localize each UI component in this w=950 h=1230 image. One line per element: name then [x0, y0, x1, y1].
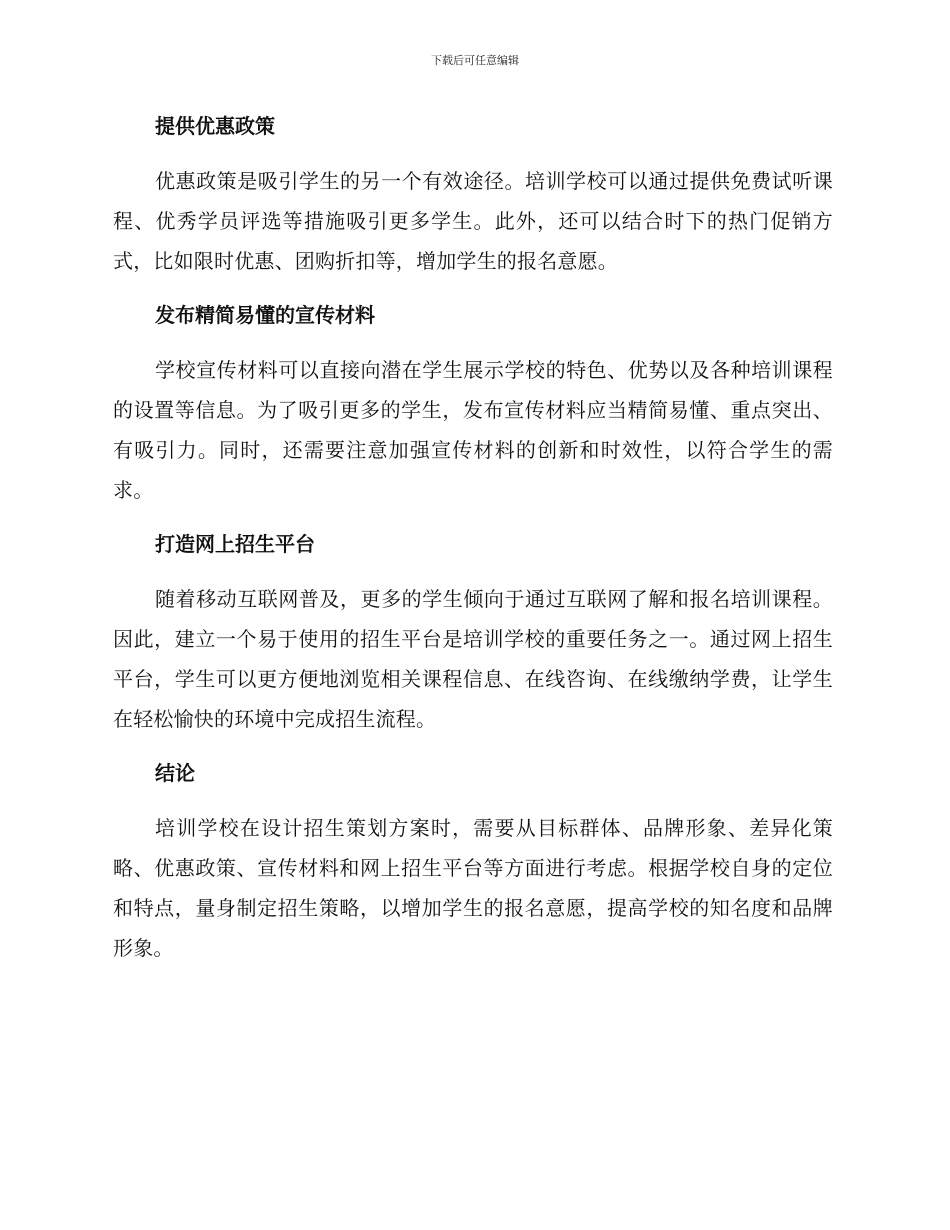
section-preferential-policy — [113, 106, 833, 281]
section-heading: 打造网上招生平台 — [155, 532, 315, 556]
section-heading: 结论 — [155, 761, 195, 785]
page-header: 下载后可任意编辑 — [431, 54, 519, 67]
section-paragraph: 优惠政策是吸引学生的另一个有效途径。培训学校可以通过提供免费试听课程、优秀学员评选等措施吸引更多学生。此外，还可以结合时下的热门促销方式，比如限时优惠、团购折扣等，增加学生的报名意愿。 — [113, 169, 833, 273]
section-heading: 发布精简易懂的宣传材料 — [155, 303, 375, 327]
section-paragraph: 随着移动互联网普及，更多的学生倾向于通过互联网了解和报名培训课程。因此，建立一个易于使用的招生平台是培训学校的重要任务之一。通过网上招生平台，学生可以更方便地浏览相关课程信息、在线咨询、在线缴纳学费，让学生在轻松愉快的环境中完成招生流程。 — [113, 587, 833, 731]
section-promotional-materials — [113, 295, 833, 510]
section-paragraph: 学校宣传材料可以直接向潜在学生展示学校的特色、优势以及各种培训课程的设置等信息。为了吸引更多的学生，发布宣传材料应当精简易懂、重点突出、有吸引力。同时，还需要注意加强宣传材料的创新和时效性，以符合学生的需求。 — [113, 358, 833, 502]
section-heading: 提供优惠政策 — [155, 114, 275, 138]
section-conclusion — [113, 753, 833, 968]
section-online-enrollment-platform — [113, 524, 833, 739]
document-body — [113, 106, 833, 982]
section-paragraph: 培训学校在设计招生策划方案时，需要从目标群体、品牌形象、差异化策略、优惠政策、宣传材料和网上招生平台等方面进行考虑。根据学校自身的定位和特点，量身制定招生策略，以增加学生的报名意愿，提高学校的知名度和品牌形象。 — [113, 816, 833, 960]
